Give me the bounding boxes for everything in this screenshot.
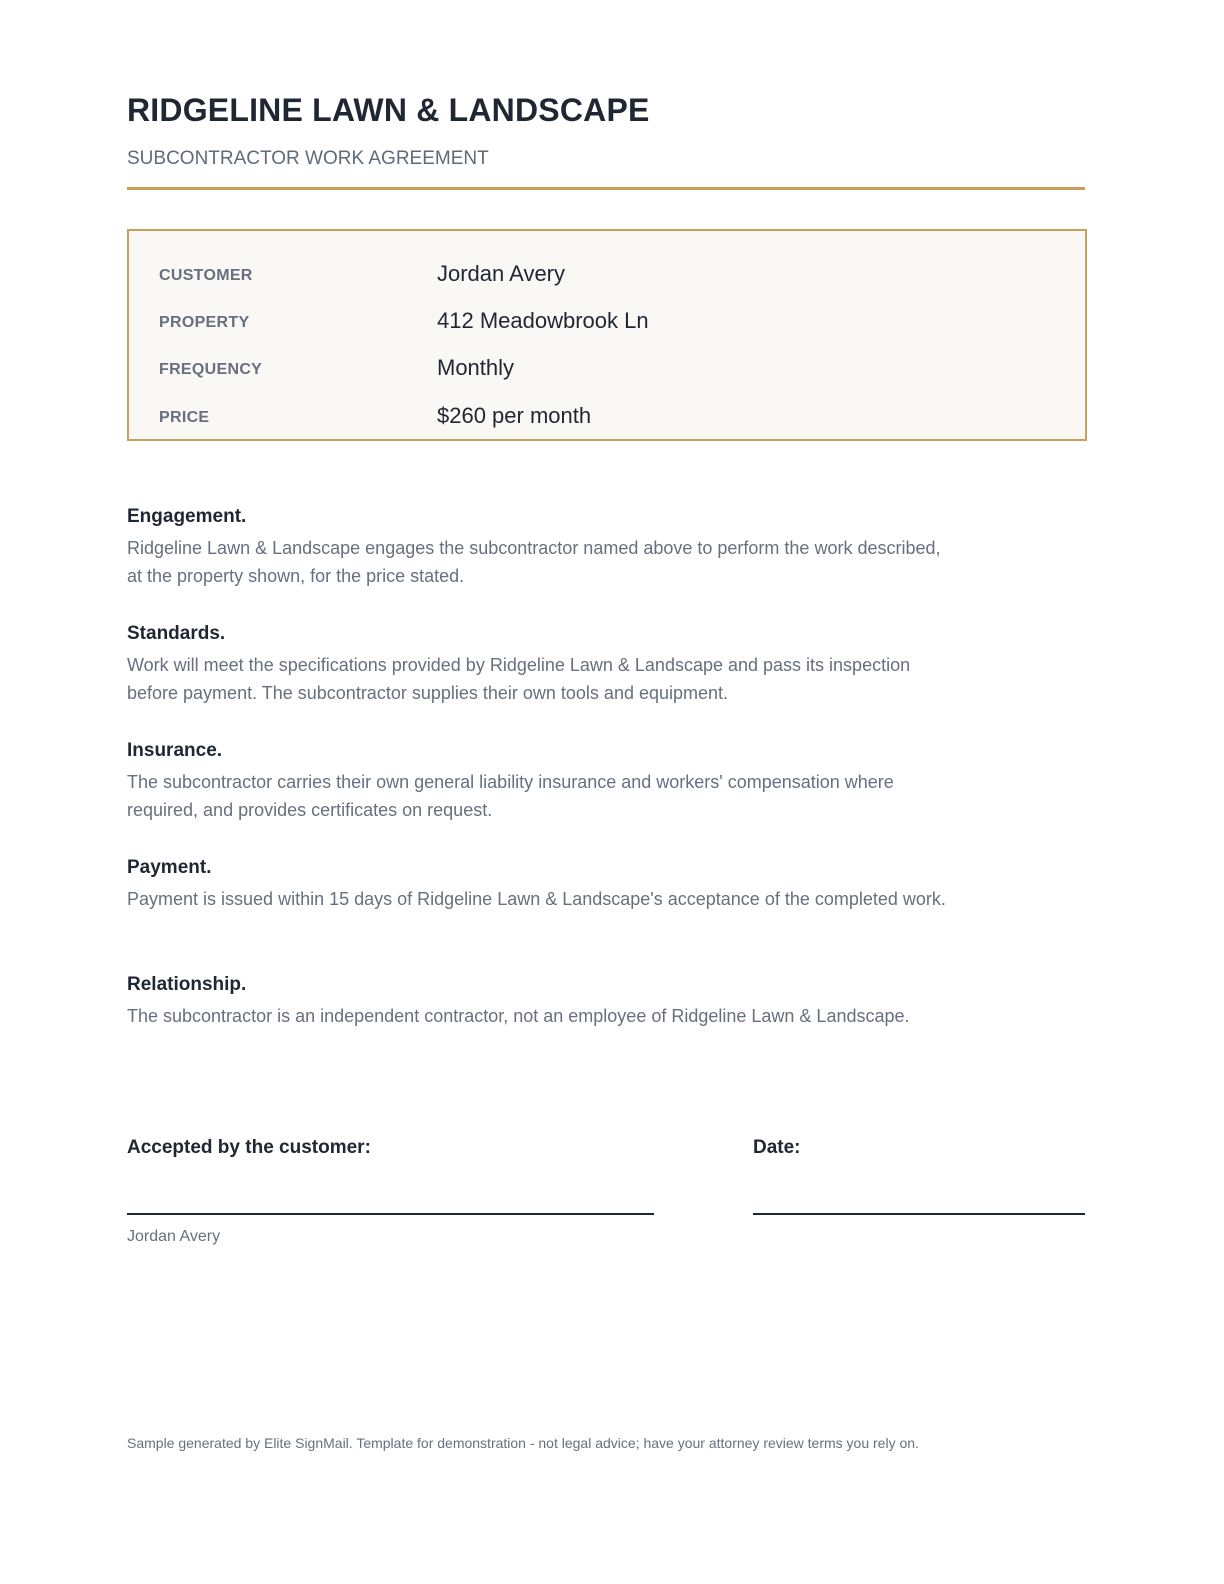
clause-heading: Engagement. (127, 506, 247, 527)
summary-row-frequency (159, 351, 1059, 381)
property-label: PROPERTY (159, 314, 250, 331)
customer-signature-line[interactable] (127, 1213, 654, 1215)
date-label: Date: (753, 1137, 801, 1158)
date-signature-line[interactable] (753, 1213, 1085, 1215)
clause-relationship (127, 973, 947, 1030)
customer-label: CUSTOMER (159, 267, 253, 284)
signer-name: Jordan Avery (127, 1228, 221, 1245)
header-divider (127, 187, 1085, 190)
clause-heading: Standards. (127, 623, 226, 644)
clause-body: Ridgeline Lawn & Landscape engages the subcontractor named above to perform the work described, at the property shown, for the price stated. (127, 538, 941, 586)
clause-body: The subcontractor carries their own general liability insurance and workers' compensation where required, and provides certificates on request. (127, 772, 894, 820)
clause-heading: Insurance. (127, 740, 223, 761)
clause-engagement (127, 505, 947, 590)
clause-heading: Relationship. (127, 974, 247, 995)
clause-payment (127, 856, 947, 913)
clause-standards (127, 622, 947, 707)
customer-value: Jordan Avery (437, 261, 566, 286)
summary-row-property (159, 304, 1059, 334)
clause-body: The subcontractor is an independent contractor, not an employee of Ridgeline Lawn & Landscape. (127, 1006, 910, 1026)
property-value: 412 Meadowbrook Ln (437, 308, 649, 333)
summary-row-customer (159, 257, 1059, 287)
clause-insurance (127, 739, 947, 824)
clause-heading: Payment. (127, 857, 212, 878)
company-name: RIDGELINE LAWN & LANDSCAPE (127, 92, 650, 128)
clause-body: Work will meet the specifications provided by Ridgeline Lawn & Landscape and pass its inspection before payment. The subcontractor supplies their own tools and equipment. (127, 655, 911, 703)
frequency-label: FREQUENCY (159, 361, 263, 378)
agreement-summary-box (127, 229, 1087, 441)
footer-disclaimer: Sample generated by Elite SignMail. Template for demonstration - not legal advice; have your attorney review terms you rely on. (127, 1435, 919, 1451)
accepted-by-label: Accepted by the customer: (127, 1137, 371, 1158)
price-value: $260 per month (437, 403, 592, 428)
summary-row-price (159, 399, 1059, 429)
document-title: SUBCONTRACTOR WORK AGREEMENT (127, 148, 489, 169)
frequency-value: Monthly (437, 355, 515, 380)
price-label: PRICE (159, 409, 210, 426)
clause-body: Payment is issued within 15 days of Ridgeline Lawn & Landscape's acceptance of the completed work. (127, 889, 946, 909)
